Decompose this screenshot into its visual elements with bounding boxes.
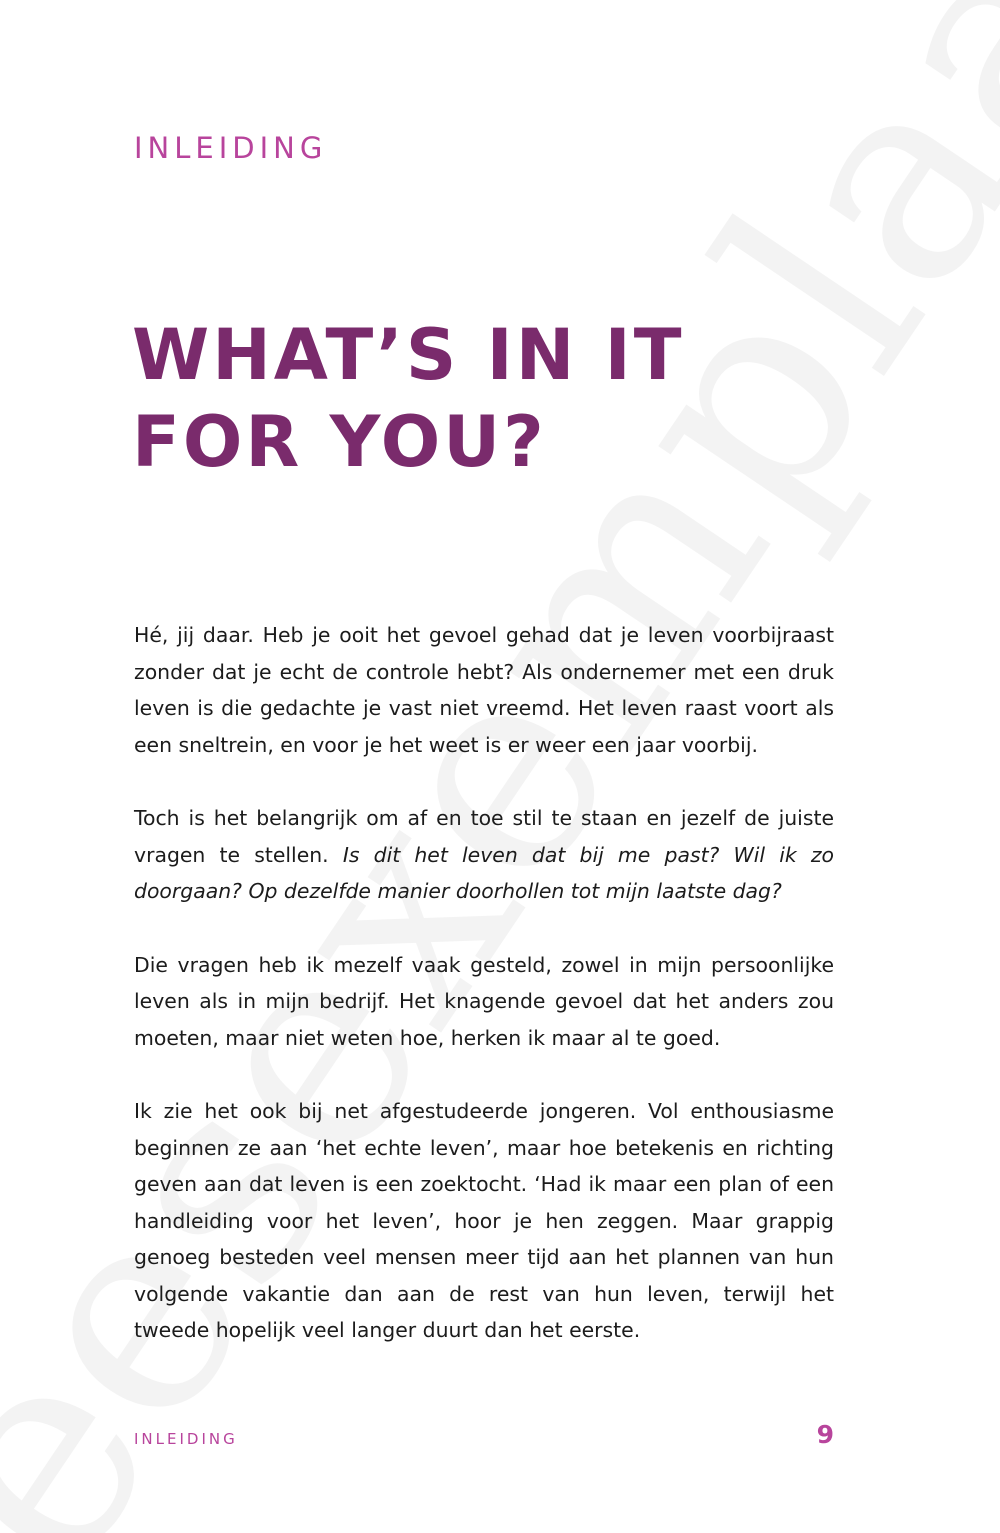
footer-section-label: INLEIDING (134, 1430, 238, 1448)
paragraph-2 (134, 800, 834, 910)
title-line-2: FOR YOU? (132, 401, 547, 483)
page-title (132, 312, 684, 486)
paragraph-2-questions: Is dit het leven dat bij me past? Wil ik zo doorgaan? Op dezelfde manier doorhollen tot mijn laatste dag? (134, 842, 834, 903)
paragraph-4: Ik zie het ook bij net afgestudeerde jongeren. Vol enthousiasme beginnen ze aan ‘het echte leven’, maar hoe betekenis en richting geven aan dat leven is een zoektocht. ‘Had ik maar een plan of een handleiding voor het leven’, hoor je hen zeggen. Maar grappig genoeg besteden veel mensen meer tijd aan het plannen van hun volgende vakantie dan aan de rest van hun leven, terwijl het tweede hopelijk veel langer duurt dan het eerste. (134, 1099, 834, 1342)
paragraph-1: Hé, jij daar. Heb je ooit het gevoel gehad dat je leven voorbijraast zonder dat je echt de controle hebt? Als ondernemer met een druk leven is die gedachte je vast niet vreemd. Het leven raast voort als een sneltrein, en voor je het weet is er weer een jaar voorbij. (134, 623, 834, 757)
paragraph-2-text: Toch is het belangrijk om af en toe stil te staan en jezelf de juiste vragen te stellen. (134, 806, 834, 867)
page-number: 9 (816, 1420, 834, 1449)
paragraph-3: Die vragen heb ik mezelf vaak gesteld, zowel in mijn persoonlijke leven als in mijn bedrijf. Het knagende gevoel dat het anders zou moeten, maar niet weten hoe, herken ik maar al te goed. (134, 952, 834, 1050)
section-label: INLEIDING (134, 131, 328, 165)
title-line-1: WHAT’S IN IT (132, 314, 685, 396)
body-text (134, 617, 834, 1349)
